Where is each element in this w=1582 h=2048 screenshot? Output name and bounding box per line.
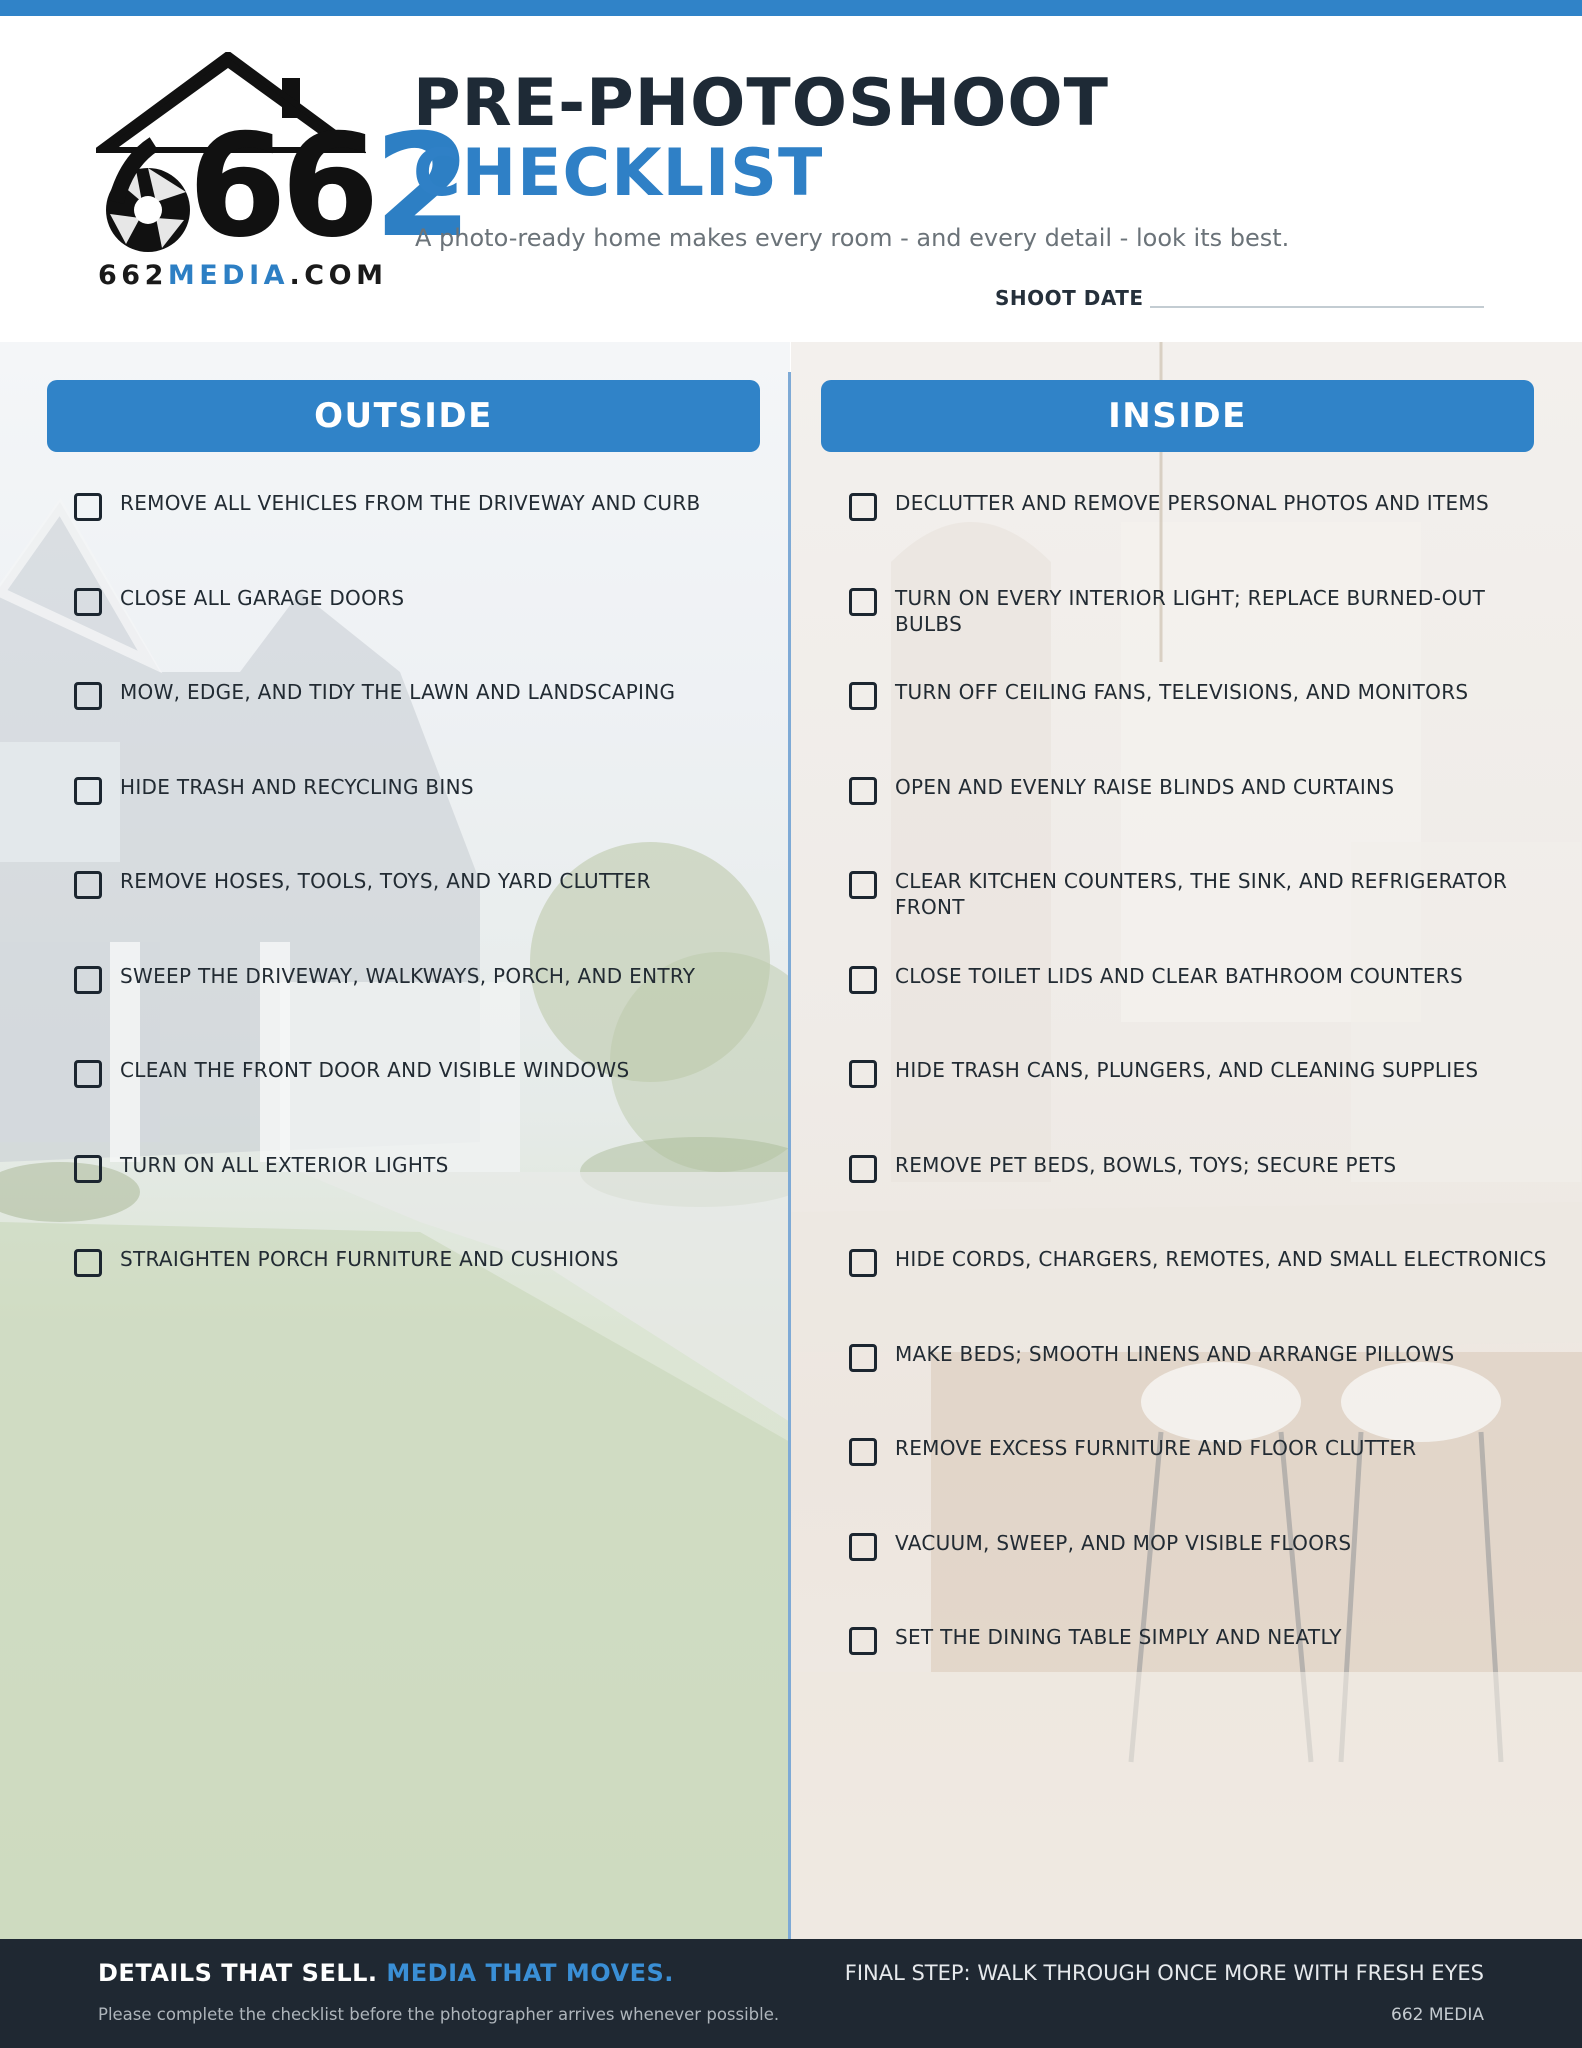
checklist-item-label: MOW, EDGE, AND TIDY THE LAWN AND LANDSCAPING [120, 680, 676, 704]
checkbox-icon[interactable] [849, 777, 877, 805]
outside-checklist-item[interactable] [74, 1152, 734, 1183]
tagline-part2: MEDIA THAT MOVES. [386, 1959, 674, 1987]
inside-checklist-item[interactable] [849, 1246, 1549, 1277]
checklist-item-label: OPEN AND EVENLY RAISE BLINDS AND CURTAINS [895, 774, 1395, 799]
inside-checklist-item[interactable] [849, 1057, 1549, 1088]
checklist-item-label: VACUUM, SWEEP, AND MOP VISIBLE FLOORS [895, 1530, 1352, 1555]
footer-tagline [98, 1959, 674, 1987]
page-title-line2: CHECKLIST [413, 136, 824, 211]
checklist-item-label: HIDE TRASH CANS, PLUNGERS, AND CLEANING SUPPLIES [895, 1058, 1479, 1082]
logo-website [98, 260, 387, 291]
checkbox-icon[interactable] [849, 1155, 877, 1183]
checklist-item-label: STRAIGHTEN PORCH FURNITURE AND CUSHIONS [120, 1247, 619, 1271]
checkbox-icon[interactable] [849, 493, 877, 521]
footer-brand: 662 MEDIA [1391, 2005, 1484, 2025]
checkbox-icon[interactable] [74, 777, 102, 805]
checkbox-icon[interactable] [849, 1249, 877, 1277]
outside-checklist-item[interactable] [74, 490, 734, 521]
outside-checklist-item[interactable] [74, 679, 734, 710]
checkbox-icon[interactable] [74, 966, 102, 994]
inside-checklist-item[interactable] [849, 963, 1549, 994]
checklist-item-label: SWEEP THE DRIVEWAY, WALKWAYS, PORCH, AND ENTRY [120, 963, 696, 988]
checkbox-icon[interactable] [74, 1249, 102, 1277]
checklist-item-label: CLEAR KITCHEN COUNTERS, THE SINK, AND REFRIGERATOR FRONT [895, 869, 1508, 919]
checklist-item-label: REMOVE PET BEDS, BOWLS, TOYS; SECURE PETS [895, 1152, 1397, 1177]
company-logo [96, 52, 467, 292]
checklist-item-label: TURN ON EVERY INTERIOR LIGHT; REPLACE BURNED-OUT BULBS [895, 585, 1486, 636]
outside-checklist-item[interactable] [74, 1246, 734, 1277]
inside-checklist-item[interactable] [849, 868, 1549, 920]
checkbox-icon[interactable] [849, 1438, 877, 1466]
checkbox-icon[interactable] [849, 1627, 877, 1655]
outside-checklist-item[interactable] [74, 868, 734, 899]
checklist-item-label: REMOVE EXCESS FURNITURE AND FLOOR CLUTTER [895, 1436, 1417, 1460]
inside-checklist [791, 342, 1582, 1939]
checkbox-icon[interactable] [849, 871, 877, 899]
inside-checklist-item[interactable] [849, 774, 1549, 805]
shoot-date-field[interactable] [1150, 306, 1484, 308]
footer-note: Please complete the checklist before the photographer arrives whenever possible. [98, 2005, 780, 2024]
checkbox-icon[interactable] [74, 682, 102, 710]
checkbox-icon[interactable] [74, 1155, 102, 1183]
outside-checklist-item[interactable] [74, 963, 734, 994]
checklist-item-label: MAKE BEDS; SMOOTH LINENS AND ARRANGE PILLOWS [895, 1341, 1455, 1366]
outside-panel [0, 342, 790, 1939]
checkbox-icon[interactable] [849, 1533, 877, 1561]
checklist-item-label: REMOVE ALL VEHICLES FROM THE DRIVEWAY AND CURB [120, 491, 701, 515]
outside-heading: OUTSIDE [47, 380, 760, 452]
checklist-item-label: REMOVE HOSES, TOOLS, TOYS, AND YARD CLUTTER [120, 869, 651, 893]
logo-text-dark: 662 [98, 260, 168, 291]
outside-checklist [0, 342, 790, 1939]
top-accent-bar [0, 0, 1582, 16]
header [0, 16, 1582, 342]
final-step-text: FINAL STEP: WALK THROUGH ONCE MORE WITH FRESH EYES [844, 1961, 1484, 1985]
inside-panel [791, 342, 1582, 1939]
camera-aperture-icon [106, 144, 190, 252]
inside-checklist-item[interactable] [849, 1341, 1549, 1372]
checkbox-icon[interactable] [74, 493, 102, 521]
outside-checklist-item[interactable] [74, 1057, 734, 1088]
inside-checklist-item[interactable] [849, 1530, 1549, 1561]
checkbox-icon[interactable] [74, 588, 102, 616]
outside-checklist-item[interactable] [74, 774, 734, 805]
inside-checklist-item[interactable] [849, 679, 1549, 710]
checkbox-icon[interactable] [849, 1060, 877, 1088]
inside-checklist-item[interactable] [849, 585, 1549, 637]
checklist-item-label: HIDE TRASH AND RECYCLING BINS [120, 774, 474, 799]
footer [0, 1939, 1582, 2048]
checkbox-icon[interactable] [849, 966, 877, 994]
logo-text-accent: MEDIA [167, 260, 290, 291]
checkbox-icon[interactable] [849, 588, 877, 616]
checkbox-icon[interactable] [849, 682, 877, 710]
shoot-date-label: SHOOT DATE [995, 286, 1144, 310]
page-title-line1: PRE-PHOTOSHOOT [413, 66, 1110, 141]
logo-number-dark: 66 [188, 104, 374, 269]
inside-checklist-item[interactable] [849, 1435, 1549, 1466]
outside-checklist-item[interactable] [74, 585, 734, 616]
checklist-item-label: SET THE DINING TABLE SIMPLY AND NEATLY [895, 1625, 1342, 1649]
inside-checklist-item[interactable] [849, 1152, 1549, 1183]
checklist-item-label: TURN ON ALL EXTERIOR LIGHTS [120, 1152, 449, 1177]
checklist-item-label: HIDE CORDS, CHARGERS, REMOTES, AND SMALL ELECTRONICS [895, 1247, 1547, 1271]
checkbox-icon[interactable] [74, 871, 102, 899]
checkbox-icon[interactable] [849, 1344, 877, 1372]
inside-heading: INSIDE [821, 380, 1534, 452]
page-subtitle: A photo-ready home makes every room - and every detail - look its best. [415, 224, 1290, 252]
checkbox-icon[interactable] [74, 1060, 102, 1088]
inside-checklist-item[interactable] [849, 1624, 1549, 1655]
logo-number-accent: 2 [373, 104, 467, 269]
inside-checklist-item[interactable] [849, 490, 1549, 521]
checklist-item-label: CLOSE TOILET LIDS AND CLEAR BATHROOM COUNTERS [895, 963, 1463, 988]
checklist-item-label: CLOSE ALL GARAGE DOORS [120, 585, 405, 610]
logo-text-suffix: .COM [289, 260, 388, 291]
checklist-item-label: DECLUTTER AND REMOVE PERSONAL PHOTOS AND ITEMS [895, 491, 1489, 515]
tagline-part1: DETAILS THAT SELL. [98, 1959, 378, 1987]
checklist-item-label: TURN OFF CEILING FANS, TELEVISIONS, AND MONITORS [895, 680, 1469, 704]
checklist-item-label: CLEAN THE FRONT DOOR AND VISIBLE WINDOWS [120, 1058, 630, 1082]
